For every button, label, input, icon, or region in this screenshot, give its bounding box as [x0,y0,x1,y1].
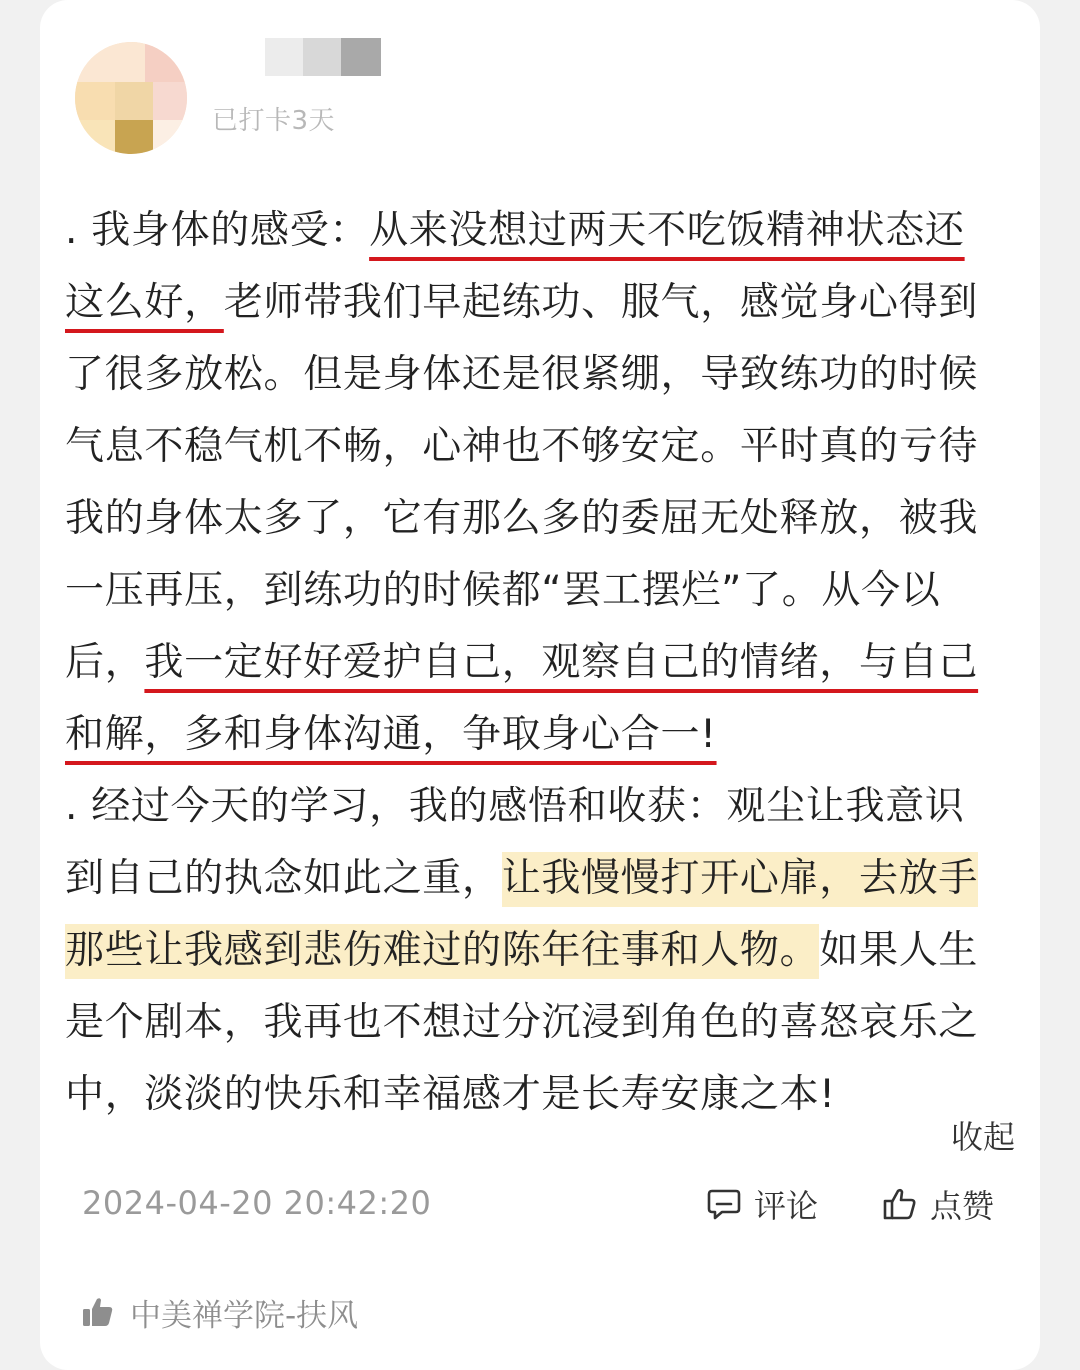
post-body-line [65,339,1005,411]
post-body-line [65,411,1005,483]
text-segment: 老师带我们早起练功、服气，感觉身心得到 [223,280,979,325]
liked-by-row[interactable] [80,1290,358,1334]
like-label: 点赞 [930,1187,995,1225]
text-segment: . 经过今天的学习，我的感悟和收获：观尘让我意识 [65,784,965,829]
post-body-line [65,483,1005,555]
avatar-pixel [75,42,145,82]
post-body-line [65,1059,1005,1131]
text-segment: 气息不稳气机不畅，心神也不够安定。平时真的亏待 [65,424,979,469]
highlighted-text-segment: 那些让我感到悲伤难过的陈年往事和人物。 [65,924,819,979]
like-button[interactable] [882,1182,994,1226]
text-segment: 如果人生 [819,928,979,973]
text-segment: . 我身体的感受： [65,208,370,253]
blur-block [341,38,381,76]
comment-bubble-icon [706,1186,742,1222]
avatar-pixel [115,82,153,120]
thumbs-up-outline-icon [882,1186,918,1222]
post-body-line [65,195,1005,267]
underlined-text-segment: 我一定好好爱护自己，观察自己的情绪，与自己 [144,640,979,685]
post-body [65,195,1005,1131]
avatar-pixel [153,120,187,154]
blur-block [303,38,341,76]
avatar-pixel [153,82,187,120]
text-segment: 到自己的执念如此之重， [65,856,502,901]
blur-block [265,38,303,76]
avatar-pixel [75,120,115,154]
underlined-text-segment: 从来没想过两天不吃饭精神状态还 [369,208,965,253]
avatar-pixel [115,120,153,154]
text-segment: 是个剧本，我再也不想过分沉浸到角色的喜怒哀乐之 [65,1000,979,1045]
text-segment: 我的身体太多了，它有那么多的委屈无处释放，被我 [65,496,979,541]
collapse-button[interactable]: 收起 [950,1118,1015,1156]
checkin-status: 已打卡3天 [212,106,336,136]
avatar-pixel [145,42,187,82]
post-body-line [65,987,1005,1059]
highlighted-text-segment: 让我慢慢打开心扉，去放手 [502,852,978,907]
post-body-line [65,627,1005,699]
username-blurred[interactable] [265,38,381,76]
post-body-line [65,843,1005,915]
post-card [40,0,1040,1370]
text-segment: 一压再压，到练功的时候都“罢工摆烂”了。从今以 [65,568,941,613]
post-body-line [65,555,1005,627]
underlined-text-segment: 这么好， [65,280,224,325]
avatar-pixel [75,82,115,120]
text-segment: 了很多放松。但是身体还是很紧绷，导致练功的时候 [65,352,979,397]
post-body-line [65,267,1005,339]
comment-button[interactable] [706,1182,818,1226]
post-body-line [65,771,1005,843]
post-body-line [65,915,1005,987]
comment-label: 评论 [754,1187,819,1225]
text-segment: 中，淡淡的快乐和幸福感才是长寿安康之本! [65,1072,836,1117]
thumbs-up-filled-icon [80,1294,116,1330]
post-body-line [65,699,1005,771]
liked-by-name: 中美禅学院-扶风 [130,1297,359,1334]
post-timestamp: 2024-04-20 20:42:20 [82,1184,432,1222]
underlined-text-segment: 和解，多和身体沟通，争取身心合一! [65,712,717,757]
avatar[interactable] [75,42,187,154]
text-segment: 后， [65,640,145,685]
